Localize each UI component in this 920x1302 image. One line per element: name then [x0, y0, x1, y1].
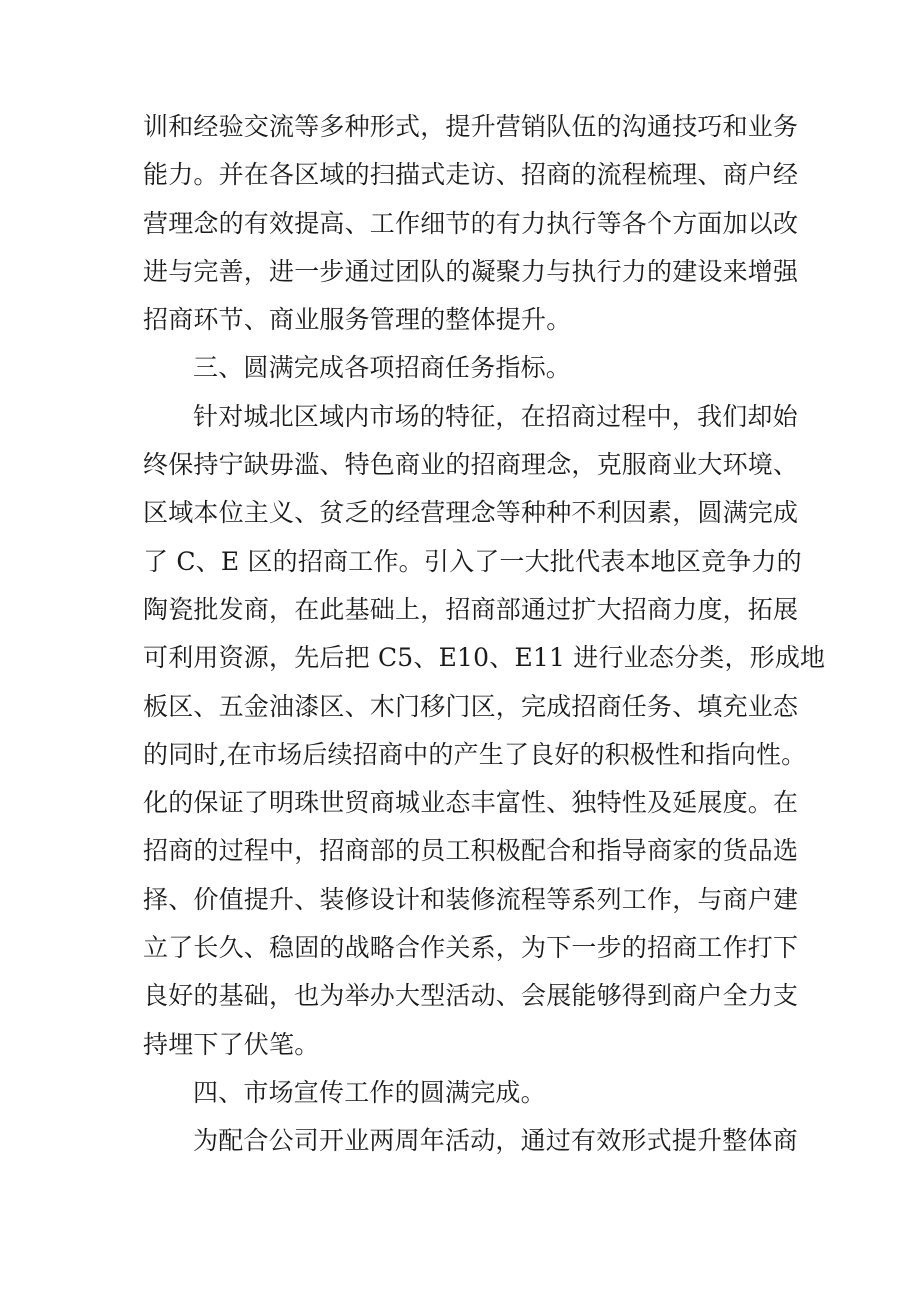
- text-line: 招商环节、商业服务管理的整体提升。: [143, 305, 572, 335]
- text-line: 进与完善，进一步通过团队的凝聚力与执行力的建设来增强: [143, 256, 799, 286]
- text-line: 良好的基础，也为举办大型活动、会展能够得到商户全力支: [143, 981, 799, 1011]
- text-line: 的同时,在市场后续招商中的产生了良好的积极性和指向性。: [143, 739, 807, 769]
- text-line: 营理念的有效提高、工作细节的有力执行等各个方面加以改: [143, 208, 799, 238]
- text-line: 招商的过程中，招商部的员工积极配合和指导商家的货品选: [143, 836, 799, 866]
- section-heading: 四、市场宣传工作的圆满完成。: [193, 1077, 546, 1107]
- text-line: 持埋下了伏笔。: [143, 1029, 320, 1059]
- paragraph-start: 针对城北区域内市场的特征，在招商过程中，我们却始: [193, 401, 798, 431]
- text-line: 了 C、E 区的招商工作。引入了一大批代表本地区竞争力的: [143, 546, 802, 576]
- text-line: 终保持宁缺毋滥、特色商业的招商理念，克服商业大环境、: [143, 450, 799, 480]
- text-line: 化的保证了明珠世贸商城业态丰富性、独特性及延展度。在: [143, 788, 799, 818]
- paragraph-start: 为配合公司开业两周年活动，通过有效形式提升整体商: [193, 1126, 798, 1156]
- text-line: 区域本位主义、贫乏的经营理念等种种不利因素，圆满完成: [143, 498, 799, 528]
- body-text: [143, 103, 826, 1166]
- text-line: 立了长久、稳固的战略合作关系，为下一步的招商工作打下: [143, 933, 799, 963]
- text-line: 可利用资源，先后把 C5、E10、E11 进行业态分类，形成地: [143, 643, 826, 673]
- text-line: 择、价值提升、装修设计和装修流程等系列工作，与商户建: [143, 884, 799, 914]
- text-line: 陶瓷批发商，在此基础上，招商部通过扩大招商力度，拓展: [143, 594, 799, 624]
- text-line: 能力。并在各区域的扫描式走访、招商的流程梳理、商户经: [143, 160, 799, 190]
- text-line: 训和经验交流等多种形式，提升营销队伍的沟通技巧和业务: [143, 112, 799, 141]
- section-heading: 三、圆满完成各项招商任务指标。: [193, 353, 572, 383]
- text-line: 板区、五金油漆区、木门移门区，完成招商任务、填充业态: [143, 691, 799, 721]
